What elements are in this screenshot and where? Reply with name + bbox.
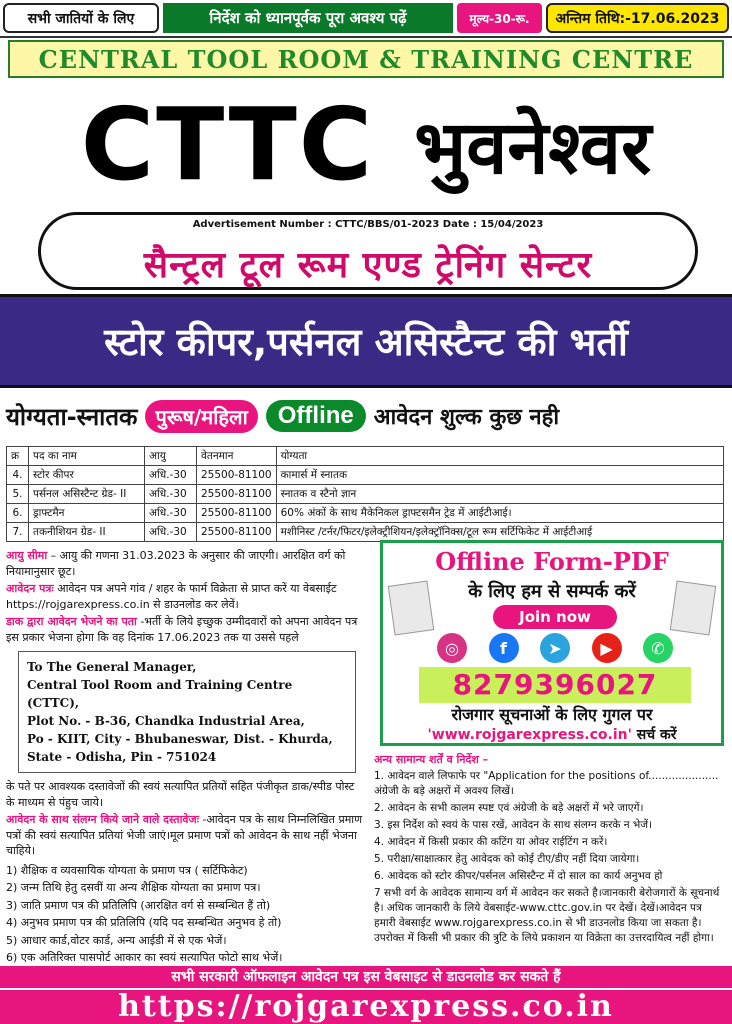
col-sno: क्र [7,447,29,466]
col-pay: वेतनमान [197,447,277,466]
whatsapp-icon[interactable]: ✆ [643,633,673,663]
list-item: 1) शैक्षिक व व्यवसायिक योग्यता के प्रमाण पत्र ( सर्टिफिकेट) [6,863,248,877]
promo-title: Offline Form-PDF [435,547,669,576]
table-row [7,466,724,485]
youtube-icon[interactable]: ▶ [592,633,622,663]
price-badge: मूल्य-30-रू. [457,3,542,33]
col-post: पद का नाम [29,447,145,466]
for-all-castes: सभी जातियों के लिए [3,3,159,33]
list-item: 2. आवेदन के सभी कालम स्पष्ट एवं अंग्रेजी के बड़े अक्षरों में भरे जाएगें। [374,802,644,814]
top-strip [0,0,732,38]
table-row [7,485,724,504]
table-header-row [7,447,724,466]
recruitment-title: स्टोर कीपर,पर्सनल असिस्टैन्ट की भर्ती [0,294,732,388]
promo-site-suffix: सर्च करें [636,727,677,743]
social-icons [437,633,673,665]
cell: 6. [7,504,29,523]
table-row [7,504,724,523]
cell: मशीनिस्ट /टर्नर/फिटर/इलेक्ट्रीशियन/इलेक्ट्रॉनिक्स/टूल रूम सर्टिफिकेट में आईटीआई [276,523,723,542]
list-item: 2) जन्म तिथि हेतु दसवीं या अन्य शैक्षिक योग्यता का प्रमाण पत्र। [6,881,261,894]
cell: 4. [7,466,29,485]
form-text: आवेदन पत्र अपने गांव / शहर के फार्म विक्रेता से प्राप्त करें या वेबसाईट https://rojgarexpress.co.in से डाउनलोड कर लेवें। [6,582,337,611]
cell: 5. [7,485,29,504]
conditions-list [374,769,726,946]
cell: स्नातक व स्टैनो ज्ञान [276,485,723,504]
org-pill [38,212,698,290]
age-text: – आयु की गणना 31.03.2023 के अनुसार की जाएगी। आरक्षित वर्ग को नियामानुसार छूट। [6,549,346,578]
cell: अधि.-30 [145,466,197,485]
cell: 25500-81100 [197,523,277,542]
cell: ड्राफ्टमैन [29,504,145,523]
list-item: 5) आधार कार्ड,वोटर कार्ड, अन्य आईडी में से एक भेजें। [6,933,227,947]
cell: 25500-81100 [197,504,277,523]
form-label: आवेदन पत्रः [6,582,54,595]
address-line: Central Tool Room and Training Centre (CTTC), [27,678,293,710]
cell: अधि.-30 [145,523,197,542]
list-item: 4. आवेदन में किसी प्रकार की कटिंग या ओवर राईटिंग न करें। [374,836,608,848]
cell: अधि.-30 [145,504,197,523]
instagram-icon[interactable]: ◎ [437,633,467,663]
posts-table [6,446,724,542]
telegram-icon[interactable]: ➤ [540,633,570,663]
cell: स्टोर कीपर [29,466,145,485]
fee-text: आवेदन शुल्क कुछ नही [373,405,560,430]
promo-site [383,725,721,744]
promo-site-url[interactable]: 'www.rojgarexpress.co.in' [427,727,632,743]
bottom-note: सभी सरकारी ऑफलाइन आवेदन पत्र इस वेबसाइट से डाउनलोड कर सकते हैं [0,966,732,988]
cell: तकनीशियन ग्रेड- II [29,523,145,542]
conditions [374,752,726,948]
big-title [0,82,732,206]
cell: पर्सनल असिस्टैन्ट ग्रेड- II [29,485,145,504]
col-qualification: योग्यता [276,447,723,466]
advertisement-number: Advertisement Number : CTTC/BBS/01-2023 Date : 15/04/2023 [192,219,544,230]
post-address-info [6,614,364,645]
promo-box [380,540,724,746]
read-instructions-note: निर्देश को ध्यानपूर्वक पूरा अवश्य पढ़ें [163,3,453,33]
list-item: 3. इस निर्देश को स्वयं के पास रखें, आवेदन के साथ संलग्न करके न भेजें। [374,819,653,831]
cell: अधि.-30 [145,485,197,504]
documents-info [6,812,364,859]
conditions-title: अन्य सामान्य शर्तें व निर्देश – [374,753,489,766]
facebook-icon[interactable]: f [489,633,519,663]
address-line: To The General Manager, [27,660,197,674]
gender-badge: पुरूष/महिला [145,400,257,433]
cell: 60% अंकों के साथ मैकेनिकल ड्राफ्टसमैन ट्रेड में आईटीआई। [276,504,723,523]
cell: 25500-81100 [197,485,277,504]
address-line: Po - KIIT, City - Bhubaneswar, Dist. - Khurda, [27,732,333,746]
promo-subtitle: के लिए हम से सम्पर्क करें [468,581,636,602]
form-info [6,581,364,612]
list-item: 7 सभी वर्ग के आवेदक सामान्य वर्ग में आवेदन कर सकते है।जानकारी बेरोजगारों के सूचनार्थ है। अधिक जानकारी के लिये वेबसाईट-www.cttc.gov.in पर देखें। देखें।आवेदन पत्र हमारी वेबसाईट www.rojgarexpress.co.in से भी डाउनलोड किया जा सकता है।उपरोक्त में किसी भी प्रकार की त्रुटि के लिये प्रकाशन या विक्रेता का उत्तरदायित्व नहीं होगा। [374,887,720,944]
offline-badge: Offline [266,400,366,432]
age-limit [6,548,364,579]
col-age: आयु [145,447,197,466]
list-item: 6. आवेदक को स्टोर कीपर/पर्सनल असिस्टैन्ट में दो साल का कार्य अनुभव हो [374,870,663,882]
bottom-url[interactable]: https://rojgarexpress.co.in [0,988,732,1024]
list-item: 1. आवेदन वाले लिफाफे पर "Application for the positions of..................... अंग्रेजी के बड़े अक्षरों में अवश्य लिखें। [374,770,719,797]
mailing-address [18,651,356,773]
qualification-text: योग्यता-स्नातक [6,402,138,431]
cell: कामार्स में स्नातक [276,466,723,485]
address-line: State - Odisha, Pin - 751024 [27,750,217,764]
address-line: Plot No. - B-36, Chandka Industrial Area, [27,714,305,728]
documents-list [6,863,364,966]
post-label: डाक द्वारा आवेदन भेजने का पता [6,615,137,628]
english-title: CENTRAL TOOL ROOM & TRAINING CENTRE [8,40,724,78]
last-date: अन्तिम तिथि:-17.06.2023 [546,3,729,33]
after-address: के पते पर आवश्यक दस्तावेजों की स्वयं सत्यापित प्रतियों सहित पंजीकृत डाक/स्पीड पोस्ट के माध्यम से पंहुच जाये। [6,780,355,809]
list-item: 5. परीक्षा/साक्षात्कार हेतु आवेदक को कोई टीए/डीए नहीं दिया जायेगा। [374,853,640,865]
docs-text: -आवेदन पत्र के साथ निम्नलिखित प्रमाण पत्रों की स्वयं सत्यापित प्रतियां भेजी जाएं।मूल प्रमाण पत्रों को आवेदन के साथ नहीं भेजना चाहिये। [6,813,363,857]
google-search-note: रोजगार सूचनाओं के लिए गुगल पर [451,705,653,724]
list-item: 3) जाति प्रमाण पत्र की प्रतिलिपि (आरक्षित वर्ग से सम्बन्धित हैं तो) [6,898,271,912]
docs-label: आवेदन के साथ संलग्न किये जाने वाले दस्तावेजः [6,813,199,826]
post-text: -भर्ती के लिये इच्छुक उम्मीदवारों को अपना आवेदन पत्र इस प्रकार भेजना होगा कि वह दिनांक 17.06.2023 तक या उससे पहले [6,615,358,644]
qualification-row [0,392,732,440]
hindi-org-name: सैन्ट्रल टूल रूम एण्ड ट्रेनिंग सेन्टर [143,245,593,286]
cell: 7. [7,523,29,542]
cell: 25500-81100 [197,466,277,485]
left-column [6,548,364,968]
join-now-button[interactable]: Join now [493,605,617,629]
big-title-cttc: CTTC [80,85,375,203]
big-title-city: भुवनेश्वर [414,104,652,191]
age-label: आयु सीमा [6,549,48,562]
table-row [7,523,724,542]
phone-number[interactable]: 8279396027 [419,667,691,703]
list-item: 6) एक अतिरिक्त पासपोर्ट आकार का स्वयं सत्यापित फोटो साथ भेजें। [6,951,283,964]
list-item: 4) अनुभव प्रमाण पत्र की प्रतिलिपि (यदि पद सम्बन्धित अनुभव हे तो) [6,916,282,929]
